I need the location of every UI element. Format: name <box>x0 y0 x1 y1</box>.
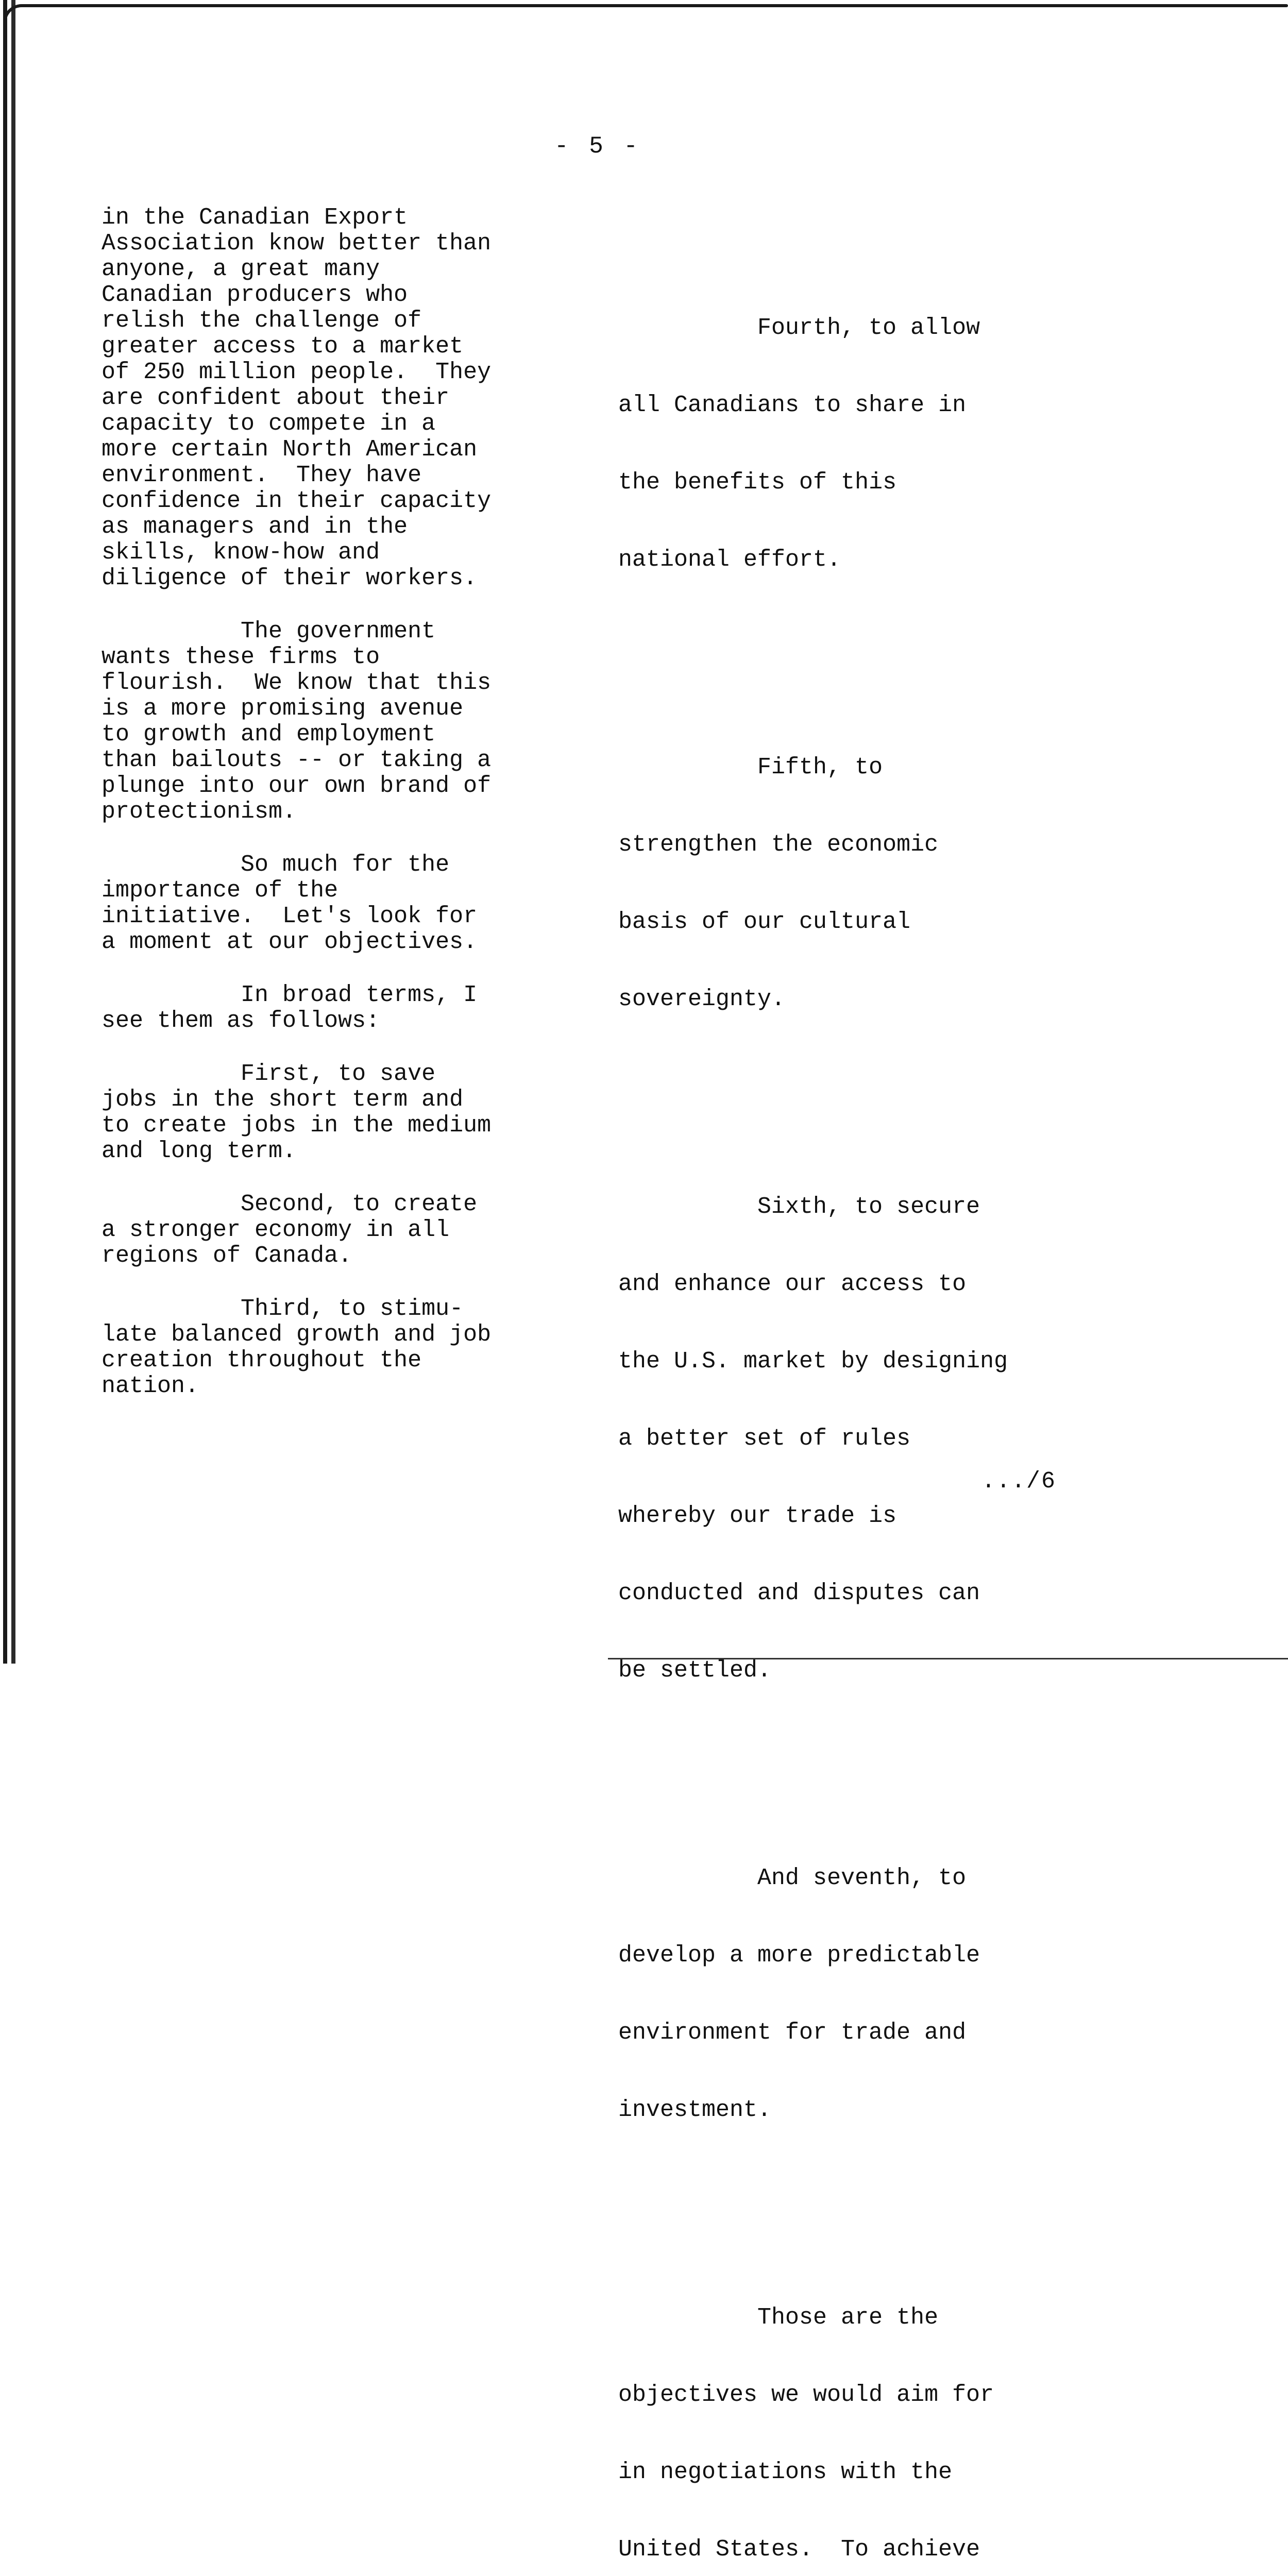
text-line: Second, to create <box>101 1191 478 1217</box>
text-line: to create jobs in the medium <box>101 1112 492 1139</box>
text-line: protectionism. <box>101 799 297 825</box>
text-line: a stronger economy in all <box>101 1217 450 1243</box>
text-line: flourish. We know that this <box>101 670 492 696</box>
paragraph <box>618 703 1072 1064</box>
paragraph <box>618 2253 1072 2576</box>
text-line: the U.S. market by designing <box>618 1348 1008 1375</box>
text-line: And seventh, to <box>618 1865 967 1891</box>
paragraph <box>101 1296 555 1399</box>
text-line: In broad terms, I <box>101 982 478 1008</box>
text-line: regions of Canada. <box>101 1243 352 1269</box>
text-line: conducted and disputes can <box>618 1580 980 1606</box>
text-line: Third, to stimu- <box>101 1296 464 1322</box>
text-line: Sixth, to secure <box>618 1194 980 1220</box>
text-line: anyone, a great many <box>101 256 380 282</box>
text-line: confidence in their capacity <box>101 488 492 514</box>
text-line: national effort. <box>618 547 841 573</box>
text-line: and long term. <box>101 1138 297 1164</box>
text-line: a better set of rules <box>618 1426 911 1452</box>
text-line: in negotiations with the <box>618 2459 953 2485</box>
text-line: creation throughout the <box>101 1347 422 1374</box>
paragraph <box>618 264 1072 624</box>
text-line: Fifth, to <box>618 754 883 781</box>
text-line: strengthen the economic <box>618 832 939 858</box>
text-line: wants these firms to <box>101 644 380 670</box>
text-line: importance of the <box>101 877 338 904</box>
text-line: skills, know-how and <box>101 539 380 566</box>
page-number: - 5 - <box>554 133 641 160</box>
text-line: see them as follows: <box>101 1008 380 1034</box>
paragraph <box>101 205 555 591</box>
paragraph <box>618 1143 1072 1735</box>
text-line: Those are the <box>618 2304 939 2331</box>
paragraph <box>101 982 555 1034</box>
text-line: whereby our trade is <box>618 1503 897 1529</box>
text-line: capacity to compete in a <box>101 411 436 437</box>
text-line: investment. <box>618 2097 772 2123</box>
text-line: Canadian producers who <box>101 282 408 308</box>
text-line: United States. To achieve <box>618 2536 980 2563</box>
continuation-marker: .../6 <box>981 1468 1057 1495</box>
text-line: than bailouts -- or taking a <box>101 747 492 773</box>
text-line: jobs in the short term and <box>101 1087 464 1113</box>
paragraph <box>618 1814 1072 2175</box>
text-line: plunge into our own brand of <box>101 773 492 799</box>
right-column <box>618 212 1072 2576</box>
text-line: Fourth, to allow <box>618 315 980 341</box>
scan-top-border <box>15 4 1288 7</box>
text-line: nation. <box>101 1373 199 1399</box>
text-line: So much for the <box>101 852 450 878</box>
paragraph <box>101 852 555 955</box>
text-line: more certain North American <box>101 436 478 463</box>
text-line: environment for trade and <box>618 2020 967 2046</box>
text-line: the benefits of this <box>618 469 897 496</box>
text-line: basis of our cultural <box>618 909 911 935</box>
text-line: Association know better than <box>101 230 492 257</box>
left-column <box>101 205 555 1427</box>
text-line: is a more promising avenue <box>101 696 464 722</box>
text-line: initiative. Let's look for <box>101 903 478 929</box>
paragraph <box>101 619 555 825</box>
text-line: greater access to a market <box>101 333 464 360</box>
text-line: are confident about their <box>101 385 450 411</box>
text-line: The government <box>101 618 436 645</box>
text-line: to growth and employment <box>101 721 436 748</box>
paragraph <box>101 1192 555 1269</box>
text-line: of 250 million people. They <box>101 359 492 385</box>
text-line: objectives we would aim for <box>618 2382 994 2408</box>
text-line: and enhance our access to <box>618 1271 967 1297</box>
text-line: diligence of their workers. <box>101 565 478 591</box>
text-line: a moment at our objectives. <box>101 929 478 955</box>
paragraph <box>101 1061 555 1164</box>
text-line: in the Canadian Export <box>101 205 408 231</box>
text-line: be settled. <box>618 1657 772 1684</box>
text-line: environment. They have <box>101 462 422 488</box>
text-line: late balanced growth and job <box>101 1321 492 1348</box>
text-line: as managers and in the <box>101 514 408 540</box>
scan-binding-edge <box>0 0 22 1664</box>
text-line: all Canadians to share in <box>618 392 967 418</box>
text-line: sovereignty. <box>618 986 786 1012</box>
text-line: relish the challenge of <box>101 308 422 334</box>
text-line: develop a more predictable <box>618 1942 980 1969</box>
text-line: First, to save <box>101 1061 436 1087</box>
